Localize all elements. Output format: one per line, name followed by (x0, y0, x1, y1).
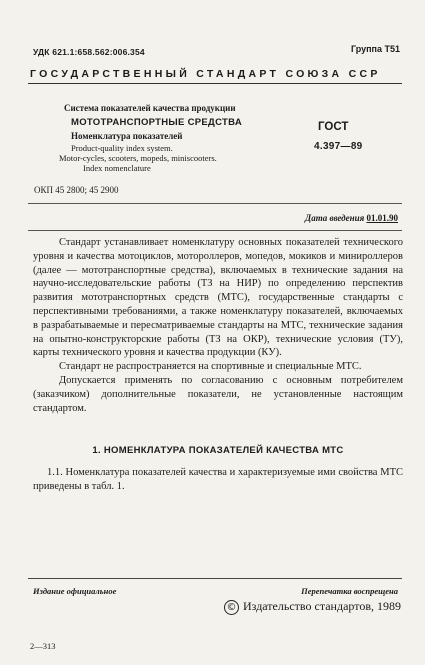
section-item (33, 466, 403, 494)
standard-union-heading: ГОСУДАРСТВЕННЫЙ СТАНДАРТ СОЮЗА ССР (30, 68, 381, 80)
document-title: МОТОТРАНСПОРТНЫЕ СРЕДСТВА (71, 117, 242, 128)
section-title: 1. НОМЕНКЛАТУРА ПОКАЗАТЕЛЕЙ КАЧЕСТВА МТС (92, 445, 344, 456)
paragraph: Стандарт не распространяется на спортивные и специальные МТС. (59, 361, 362, 373)
group-code: Группа Т51 (350, 44, 400, 54)
gost-label: ГОСТ (318, 121, 349, 133)
official-edition-note: Издание официальное (33, 586, 117, 596)
paragraph: Допускается применять по согласованию с основным потребителем (заказчиком) дополнительные показатели, не установленные настоящим стандартом. (33, 374, 403, 414)
copyright-text: Издательство стандартов, 1989 (243, 599, 401, 613)
english-title-line: Product-quality index system. (71, 143, 173, 153)
print-code: 2—313 (30, 641, 56, 651)
paragraph: Стандарт устанавливает номенклатуру основных показателей технического уровня и качества мотоциклов, мотороллеров, мопедов, мокиков и минироллеров (далее — мототранспортные средства), включаемых в технические задания на научно-исследовательские работы (ТЗ на НИР) по определению перспектив развития мототранспортных средств (МТС), государственные стандарты с перспективными требованиями, а также номенклатуру показателей, включаемых в разрабатываемые и пересматриваемые стандарты на МТС, технические задания на опытно-конструкторские работы (ТЗ на ОКР), технические условия (ТУ), карты технического уровня и качества продукции (КУ). (33, 237, 403, 359)
divider (28, 203, 402, 204)
gost-number: 4.397—89 (314, 141, 363, 152)
copyright (224, 599, 401, 615)
divider (28, 230, 402, 231)
english-title-line: Motor-cycles, scooters, mopeds, miniscooters. (59, 153, 217, 163)
introduction-date-value: 01.01.90 (366, 213, 398, 223)
body-text (33, 236, 403, 415)
udk-code: УДК 621.1:658.562:006.354 (33, 47, 145, 57)
okp-code: ОКП 45 2800; 45 2900 (34, 185, 119, 195)
introduction-date-label: Дата введения (305, 213, 365, 223)
copyright-icon: © (224, 600, 239, 615)
introduction-date (305, 213, 398, 223)
document-subtitle: Номенклатура показателей (71, 131, 183, 141)
reprint-prohibited-note: Перепечатка воспрещена (301, 586, 398, 596)
english-title-line: Index nomenclature (83, 163, 151, 173)
top-rule (28, 83, 402, 84)
system-title: Система показателей качества продукции (64, 103, 236, 113)
paragraph: 1.1. Номенклатура показателей качества и характеризуемые ими свойства МТС приведены в табл. 1. (33, 467, 403, 492)
footer-rule (28, 578, 402, 579)
